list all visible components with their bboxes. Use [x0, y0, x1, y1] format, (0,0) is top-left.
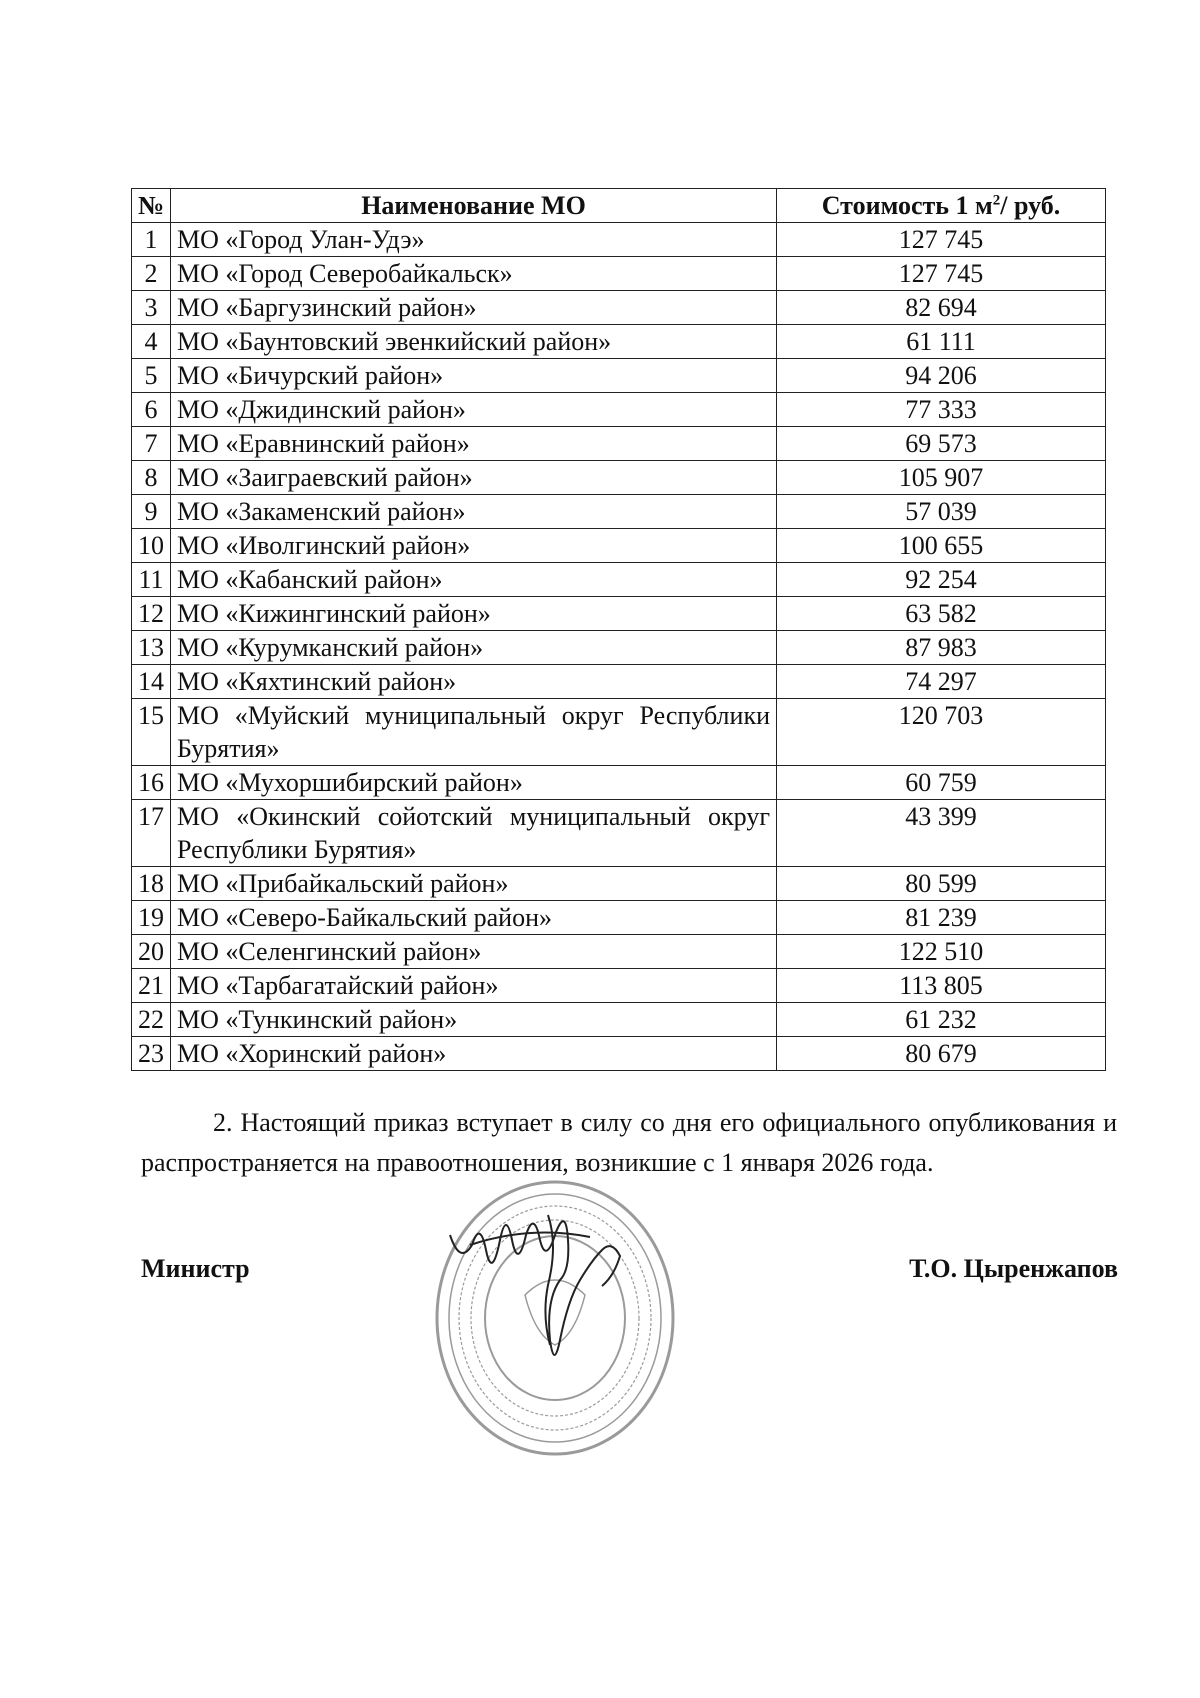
row-number: 1 — [132, 223, 171, 257]
row-number: 8 — [132, 461, 171, 495]
row-cost: 81 239 — [777, 901, 1106, 935]
row-municipality-name: МО «Тункинский район» — [171, 1003, 777, 1037]
row-cost: 80 679 — [777, 1037, 1106, 1071]
row-number: 2 — [132, 257, 171, 291]
row-number: 19 — [132, 901, 171, 935]
table-row — [132, 867, 1106, 901]
table-row — [132, 800, 1106, 867]
table-body — [132, 223, 1106, 1071]
row-cost: 57 039 — [777, 495, 1106, 529]
row-municipality-name: МО «Баргузинский район» — [171, 291, 777, 325]
cost-table — [131, 188, 1106, 1071]
table-row — [132, 223, 1106, 257]
row-number: 5 — [132, 359, 171, 393]
table-header-row — [132, 189, 1106, 223]
table-row — [132, 257, 1106, 291]
row-number: 20 — [132, 935, 171, 969]
row-cost: 61 111 — [777, 325, 1106, 359]
stamp-outer-ring — [437, 1182, 673, 1454]
table-row — [132, 393, 1106, 427]
table-row — [132, 665, 1106, 699]
row-cost: 61 232 — [777, 1003, 1106, 1037]
row-municipality-name: МО «Селенгинский район» — [171, 935, 777, 969]
row-number: 7 — [132, 427, 171, 461]
row-municipality-name: МО «Иволгинский район» — [171, 529, 777, 563]
stamp-center-ring — [485, 1236, 625, 1400]
row-cost: 94 206 — [777, 359, 1106, 393]
row-municipality-name: МО «Город Улан-Удэ» — [171, 223, 777, 257]
row-cost: 105 907 — [777, 461, 1106, 495]
table-row — [132, 427, 1106, 461]
handwritten-signature — [450, 1215, 620, 1355]
signatory-title: Министр — [141, 1254, 250, 1283]
row-cost: 82 694 — [777, 291, 1106, 325]
official-stamp-seal — [430, 1175, 680, 1461]
table-row — [132, 325, 1106, 359]
signatory-name: Т.О. Цыренжапов — [909, 1254, 1118, 1283]
row-municipality-name: МО «Курумканский район» — [171, 631, 777, 665]
table-row — [132, 699, 1106, 766]
row-number: 4 — [132, 325, 171, 359]
row-cost: 77 333 — [777, 393, 1106, 427]
table-row — [132, 495, 1106, 529]
table-row — [132, 1003, 1106, 1037]
row-municipality-name: МО «Закаменский район» — [171, 495, 777, 529]
row-number: 15 — [132, 699, 171, 766]
table-row — [132, 901, 1106, 935]
row-municipality-name: МО «Бичурский район» — [171, 359, 777, 393]
header-cost — [777, 189, 1106, 223]
row-number: 3 — [132, 291, 171, 325]
row-cost: 43 399 — [777, 800, 1106, 867]
table-row — [132, 935, 1106, 969]
row-municipality-name: МО «Тарбагатайский район» — [171, 969, 777, 1003]
row-number: 10 — [132, 529, 171, 563]
row-municipality-name: МО «Баунтовский эвенкийский район» — [171, 325, 777, 359]
header-cost-unit: / руб. — [1000, 191, 1061, 220]
row-cost: 63 582 — [777, 597, 1106, 631]
table-row — [132, 291, 1106, 325]
row-municipality-name: МО «Окинский сойотский муниципальный округ Республики Бурятия» — [171, 800, 777, 867]
row-municipality-name: МО «Хоринский район» — [171, 1037, 777, 1071]
row-number: 12 — [132, 597, 171, 631]
header-name: Наименование МО — [171, 189, 777, 223]
row-number: 9 — [132, 495, 171, 529]
row-municipality-name: МО «Кижингинский район» — [171, 597, 777, 631]
row-cost: 92 254 — [777, 563, 1106, 597]
row-municipality-name: МО «Город Северобайкальск» — [171, 257, 777, 291]
row-municipality-name: МО «Мухоршибирский район» — [171, 766, 777, 800]
header-cost-superscript: 2 — [992, 192, 1001, 209]
row-cost: 120 703 — [777, 699, 1106, 766]
row-municipality-name: МО «Джидинский район» — [171, 393, 777, 427]
header-number: № — [132, 189, 171, 223]
row-cost: 80 599 — [777, 867, 1106, 901]
row-cost: 127 745 — [777, 257, 1106, 291]
row-number: 18 — [132, 867, 171, 901]
row-number: 17 — [132, 800, 171, 867]
header-cost-text: Стоимость 1 м — [821, 191, 993, 220]
row-municipality-name: МО «Муйский муниципальный округ Республики Бурятия» — [171, 699, 777, 766]
row-cost: 127 745 — [777, 223, 1106, 257]
row-number: 16 — [132, 766, 171, 800]
row-number: 14 — [132, 665, 171, 699]
row-cost: 60 759 — [777, 766, 1106, 800]
effective-date-paragraph: 2. Настоящий приказ вступает в силу со дня его официального опубликования и распространяется на правоотношения, возникшие с 1 января 2026 года. — [141, 1108, 1117, 1177]
row-cost: 113 805 — [777, 969, 1106, 1003]
row-cost: 87 983 — [777, 631, 1106, 665]
row-number: 21 — [132, 969, 171, 1003]
row-number: 11 — [132, 563, 171, 597]
table-row — [132, 631, 1106, 665]
row-number: 13 — [132, 631, 171, 665]
row-cost: 69 573 — [777, 427, 1106, 461]
row-cost: 74 297 — [777, 665, 1106, 699]
row-cost: 100 655 — [777, 529, 1106, 563]
row-municipality-name: МО «Кабанский район» — [171, 563, 777, 597]
table-row — [132, 766, 1106, 800]
table-row — [132, 359, 1106, 393]
row-number: 6 — [132, 393, 171, 427]
table-row — [132, 597, 1106, 631]
row-municipality-name: МО «Кяхтинский район» — [171, 665, 777, 699]
row-cost: 122 510 — [777, 935, 1106, 969]
row-number: 22 — [132, 1003, 171, 1037]
table-row — [132, 563, 1106, 597]
row-municipality-name: МО «Заиграевский район» — [171, 461, 777, 495]
table-row — [132, 969, 1106, 1003]
table-row — [132, 1037, 1106, 1071]
stamp-inner-ring — [449, 1194, 661, 1442]
row-municipality-name: МО «Еравнинский район» — [171, 427, 777, 461]
table-row — [132, 461, 1106, 495]
row-number: 23 — [132, 1037, 171, 1071]
row-municipality-name: МО «Северо-Байкальский район» — [171, 901, 777, 935]
table-row — [132, 529, 1106, 563]
row-municipality-name: МО «Прибайкальский район» — [171, 867, 777, 901]
